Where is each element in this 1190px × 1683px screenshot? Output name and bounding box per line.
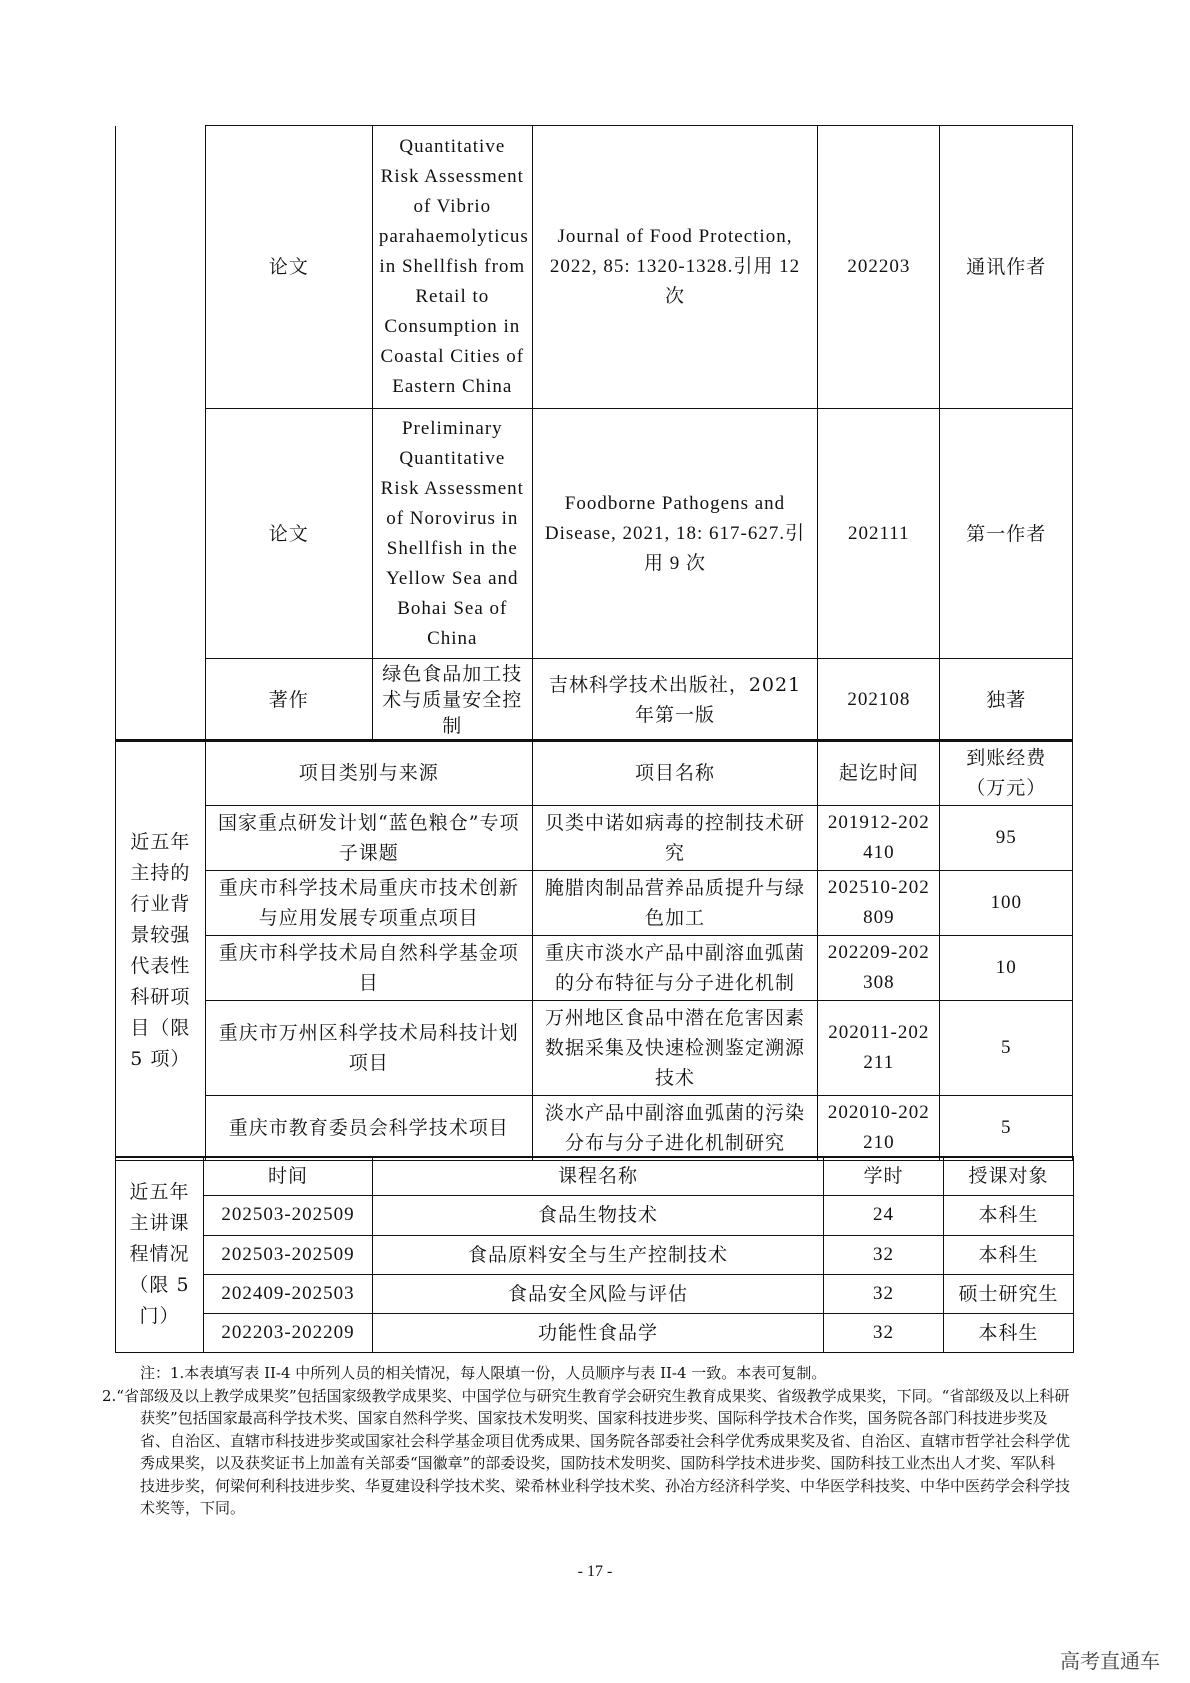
project-category: 国家重点研发计划“蓝色粮仓”专项子课题 bbox=[205, 806, 532, 871]
output-row bbox=[116, 659, 1073, 742]
course-name: 食品生物技术 bbox=[373, 1195, 824, 1235]
output-title: Quantitative Risk Assessment of Vibrio parahaemolyticus in Shellfish from Retail to Consumption in Coastal Cities of Eastern China bbox=[372, 126, 532, 409]
output-title: Preliminary Quantitative Risk Assessment of Norovirus in Shellfish in the Yellow Sea and Bohai Sea of China bbox=[372, 409, 532, 659]
course-name: 功能性食品学 bbox=[373, 1313, 824, 1352]
course-time: 202503-202509 bbox=[204, 1195, 373, 1235]
projects-header: 项目名称 bbox=[532, 740, 817, 806]
output-date: 202203 bbox=[818, 126, 940, 409]
output-source: Journal of Food Protection, 2022, 85: 1320-1328.引用 12 次 bbox=[532, 126, 817, 409]
output-role: 独著 bbox=[940, 659, 1073, 742]
project-row bbox=[116, 871, 1073, 936]
course-name: 食品安全风险与评估 bbox=[373, 1274, 824, 1313]
footnotes bbox=[102, 1362, 1071, 1520]
course-audience: 本科生 bbox=[944, 1195, 1074, 1235]
output-role: 第一作者 bbox=[940, 409, 1073, 659]
project-name: 淡水产品中副溶血弧菌的污染分布与分子进化机制研究 bbox=[532, 1096, 817, 1161]
output-source: Foodborne Pathogens and Disease, 2021, 18: 617-627.引用 9 次 bbox=[532, 409, 817, 659]
project-category: 重庆市科学技术局重庆市技术创新与应用发展专项重点项目 bbox=[205, 871, 532, 936]
project-period: 202209-202308 bbox=[818, 936, 940, 1001]
courses-table bbox=[115, 1156, 1074, 1353]
course-time: 202503-202509 bbox=[204, 1235, 373, 1274]
output-type: 论文 bbox=[205, 126, 372, 409]
output-role: 通讯作者 bbox=[940, 126, 1073, 409]
output-title: 绿色食品加工技术与质量安全控制 bbox=[372, 659, 532, 742]
project-row bbox=[116, 1096, 1073, 1161]
output-type: 著作 bbox=[205, 659, 372, 742]
courses-section-label: 近五年主讲课程情况（限 5 门） bbox=[116, 1157, 204, 1352]
project-category: 重庆市万州区科学技术局科技计划项目 bbox=[205, 1001, 532, 1096]
project-row bbox=[116, 806, 1073, 871]
course-row bbox=[116, 1195, 1074, 1235]
course-time: 202203-202209 bbox=[204, 1313, 373, 1352]
outputs-table bbox=[115, 125, 1073, 742]
projects-header: 项目类别与来源 bbox=[205, 740, 532, 806]
course-audience: 本科生 bbox=[944, 1235, 1074, 1274]
project-funding: 10 bbox=[940, 936, 1073, 1001]
course-hours: 24 bbox=[824, 1195, 944, 1235]
project-funding: 5 bbox=[940, 1001, 1073, 1096]
project-category: 重庆市科学技术局自然科学基金项目 bbox=[205, 936, 532, 1001]
project-name: 腌腊肉制品营养品质提升与绿色加工 bbox=[532, 871, 817, 936]
course-audience: 硕士研究生 bbox=[944, 1274, 1074, 1313]
output-source: 吉林科学技术出版社，2021 年第一版 bbox=[532, 659, 817, 742]
output-type: 论文 bbox=[205, 409, 372, 659]
courses-header-row bbox=[116, 1157, 1074, 1195]
course-name: 食品原料安全与生产控制技术 bbox=[373, 1235, 824, 1274]
watermark: 高考直通车 bbox=[1060, 1649, 1160, 1673]
project-row bbox=[116, 1001, 1073, 1096]
project-period: 202010-202210 bbox=[818, 1096, 940, 1161]
output-date: 202111 bbox=[818, 409, 940, 659]
course-row bbox=[116, 1313, 1074, 1352]
project-period: 201912-202410 bbox=[818, 806, 940, 871]
project-category: 重庆市教育委员会科学技术项目 bbox=[205, 1096, 532, 1161]
output-row bbox=[116, 409, 1073, 659]
course-time: 202409-202503 bbox=[204, 1274, 373, 1313]
projects-header: 起讫时间 bbox=[818, 740, 940, 806]
section-label-cell bbox=[116, 126, 206, 742]
output-row bbox=[116, 126, 1073, 409]
page-number: - 17 - bbox=[577, 1563, 613, 1580]
course-hours: 32 bbox=[824, 1235, 944, 1274]
course-row bbox=[116, 1274, 1074, 1313]
project-funding: 100 bbox=[940, 871, 1073, 936]
project-name: 万州地区食品中潜在危害因素数据采集及快速检测鉴定溯源技术 bbox=[532, 1001, 817, 1096]
course-hours: 32 bbox=[824, 1274, 944, 1313]
projects-table bbox=[115, 739, 1073, 1161]
course-row bbox=[116, 1235, 1074, 1274]
course-audience: 本科生 bbox=[944, 1313, 1074, 1352]
output-date: 202108 bbox=[818, 659, 940, 742]
courses-header: 学时 bbox=[824, 1157, 944, 1195]
footnote-2: 2.“省部级及以上教学成果奖”包括国家级教学成果奖、中国学位与研究生教育学会研究生教育成果奖、省级教学成果奖，下同。“省部级及以上科研获奖”包括国家最高科学技术奖、国家自然科学奖、国家技术发明奖、国家科技进步奖、国际科学技术合作奖，国务院各部门科技进步奖及省、自治区、直辖市科技进步奖或国家社会科学基金项目优秀成果、国务院各部委社会科学优秀成果奖及省、自治区、直辖市哲学社会科学优秀成果奖，以及获奖证书上加盖有关部委“国徽章”的部委设奖，国防技术发明奖、国防科学技术进步奖、国防科技工业杰出人才奖、军队科技进步奖，何梁何利科技进步奖、华夏建设科学技术奖、梁希林业科学技术奖、孙冶方经济科学奖、中华医学科技奖、中华中医药学会科学技术奖等，下同。 bbox=[102, 1386, 1071, 1517]
courses-header: 课程名称 bbox=[373, 1157, 824, 1195]
project-name: 贝类中诺如病毒的控制技术研究 bbox=[532, 806, 817, 871]
project-name: 重庆市淡水产品中副溶血弧菌的分布特征与分子进化机制 bbox=[532, 936, 817, 1001]
course-hours: 32 bbox=[824, 1313, 944, 1352]
project-period: 202510-202809 bbox=[818, 871, 940, 936]
courses-header: 授课对象 bbox=[944, 1157, 1074, 1195]
project-funding: 95 bbox=[940, 806, 1073, 871]
project-funding: 5 bbox=[940, 1096, 1073, 1161]
projects-header: 到账经费（万元） bbox=[940, 740, 1073, 806]
projects-section-label: 近五年主持的行业背景较强代表性科研项目（限 5 项） bbox=[116, 740, 206, 1161]
courses-header: 时间 bbox=[204, 1157, 373, 1195]
projects-header-row bbox=[116, 740, 1073, 806]
project-period: 202011-202211 bbox=[818, 1001, 940, 1096]
footnote-1: 注：1.本表填写表 II-4 中所列人员的相关情况，每人限填一份，人员顺序与表 II-4 一致。本表可复制。 bbox=[140, 1364, 827, 1382]
project-row bbox=[116, 936, 1073, 1001]
